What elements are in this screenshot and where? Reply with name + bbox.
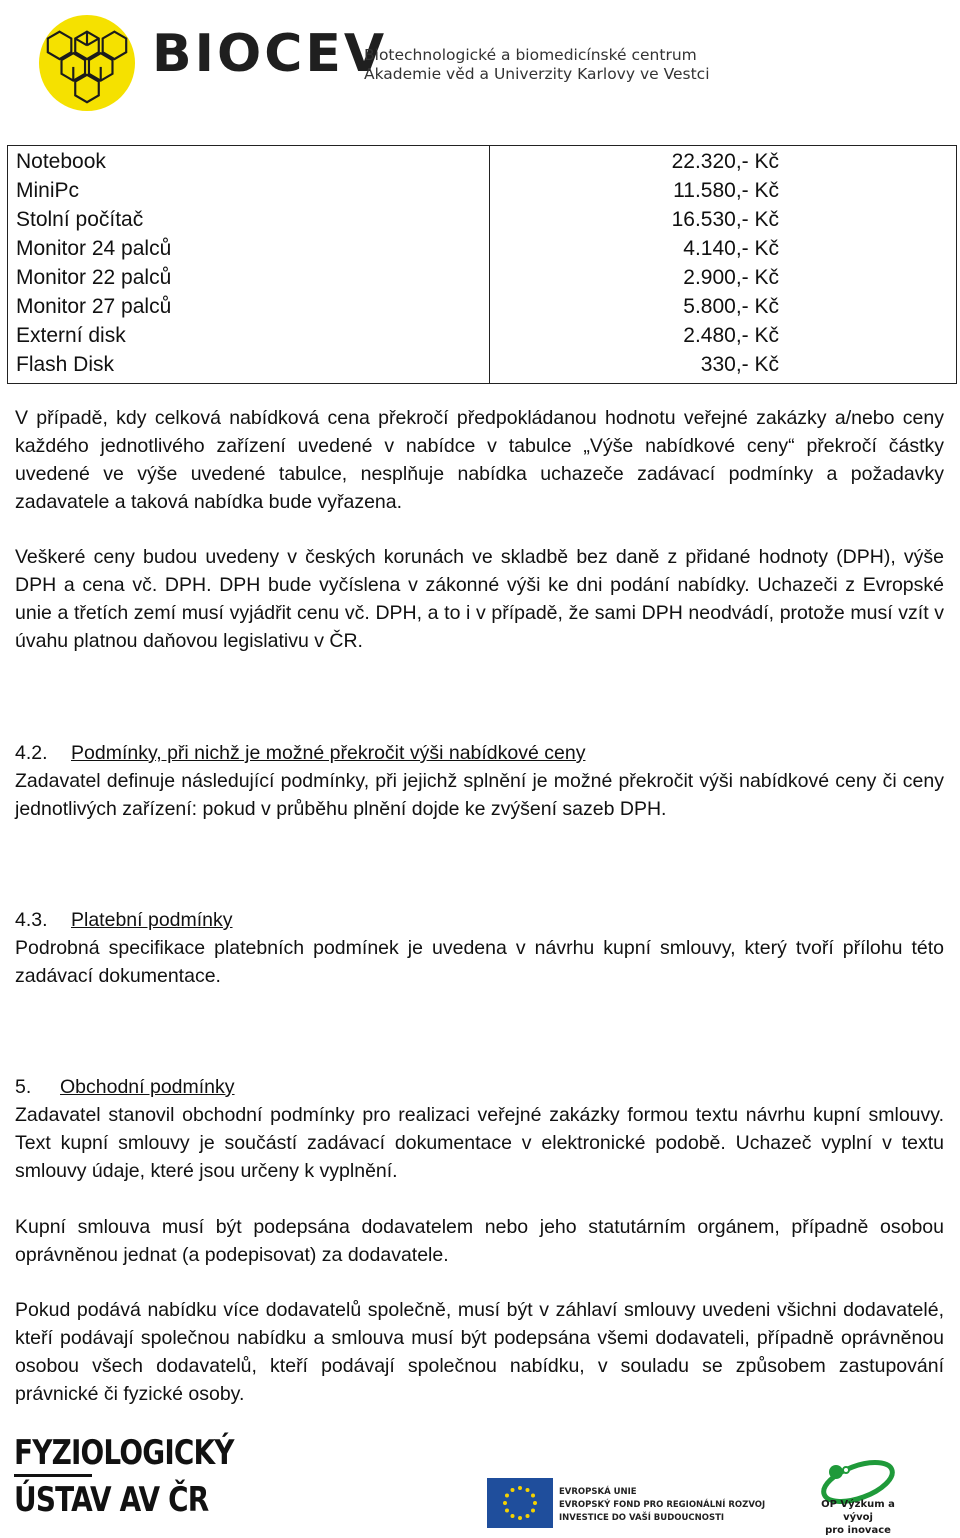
biocev-wordmark: BIOCEV <box>152 24 388 84</box>
eu-text <box>559 1486 765 1525</box>
table-row <box>8 292 957 321</box>
header-subtitle <box>364 46 710 84</box>
table-cell-item: MiniPc <box>8 176 490 205</box>
table-cell-item: Monitor 27 palců <box>8 292 490 321</box>
section-body-5-3 <box>15 1296 944 1408</box>
fyziologicky-ustav-logo <box>14 1433 282 1520</box>
paragraph-text: Pokud podává nabídku více dodavatelů společně, musí být v záhlaví smlouvy uvedeni všichni dodavatelé, kteří podávají společnou nabídku a smlouva musí být podepsána všemi dodavateli, případně oprávněnou osobou všech dodavatelů, kteří podávají společnou nabídku, v souladu se způsobem zastupování právnické či fyzické osoby. <box>15 1299 944 1405</box>
table-cell-item: Stolní počítač <box>8 205 490 234</box>
fyz-logo-bar <box>14 1474 92 1477</box>
table-row <box>8 176 957 205</box>
fyz-logo-line2: ÚSTAV AV ČR <box>14 1480 209 1520</box>
op-text-line2: pro inovace <box>825 1525 891 1536</box>
table-cell-item: Monitor 22 palců <box>8 263 490 292</box>
eu-flag-icon <box>487 1478 553 1528</box>
section-body-4-2 <box>15 767 944 823</box>
table-cell-price: 330,- Kč <box>700 353 779 376</box>
section-body-5-2 <box>15 1213 944 1269</box>
fyz-logo-line1: FYZIOLOGICKÝ <box>14 1433 234 1473</box>
table-cell-item: Notebook <box>8 146 490 177</box>
section-body-4-3 <box>15 934 944 990</box>
eu-text-line3: INVESTICE DO VAŠÍ BUDOUCNOSTI <box>559 1513 725 1523</box>
section-title: Podmínky, při nichž je možné překročit výši nabídkové ceny <box>71 742 586 764</box>
page-footer <box>0 1430 960 1538</box>
eu-text-line2: EVROPSKÝ FOND PRO REGIONÁLNÍ ROZVOJ <box>559 1500 766 1510</box>
table-row <box>8 263 957 292</box>
table-cell-price: 2.900,- Kč <box>683 266 779 289</box>
table-row <box>8 146 957 177</box>
section-title: Platební podmínky <box>71 909 233 931</box>
section-heading-4-2 <box>15 739 585 767</box>
table-cell-price: 22.320,- Kč <box>671 150 779 173</box>
eu-text-line1: EVROPSKÁ UNIE <box>559 1487 637 1497</box>
paragraph-prices-vat <box>15 543 944 655</box>
table-cell-price: 16.530,- Kč <box>671 208 779 231</box>
paragraph-text: Podrobná specifikace platebních podmínek je uvedena v návrhu kupní smlouvy, který tvoří přílohu této zadávací dokumentace. <box>15 937 944 987</box>
op-text-line1: OP Výzkum a vývoj <box>821 1499 895 1523</box>
section-heading-5 <box>15 1073 235 1101</box>
section-number: 4.2. <box>15 742 48 764</box>
table-row <box>8 350 957 384</box>
biocev-logo-icon <box>38 14 136 112</box>
paragraph-offer-exceed <box>15 404 944 516</box>
table-cell-item: Monitor 24 palců <box>8 234 490 263</box>
price-table <box>7 145 957 384</box>
table-cell-item: Flash Disk <box>8 350 490 384</box>
op-vyzkum-text <box>808 1498 908 1537</box>
paragraph-text: Kupní smlouva musí být podepsána dodavatelem nebo jeho statutárním orgánem, případně osobou oprávněnou jednat (a podepisovat) za dodavatele. <box>15 1216 944 1266</box>
table-cell-item: Externí disk <box>8 321 490 350</box>
section-title: Obchodní podmínky <box>60 1076 235 1098</box>
paragraph-text: V případě, kdy celková nabídková cena překročí předpokládanou hodnotu veřejné zakázky a/nebo ceny každého jednotlivého zařízení uvedené v nabídce v tabulce „Výše nabídkové ceny“ překročí částky uvedené ve výše uvedené tabulce, nesplňuje nabídka uchazeče zadávací podmínky a požadavky zadavatele a taková nabídka bude vyřazena. <box>15 407 944 513</box>
section-heading-4-3 <box>15 906 233 934</box>
paragraph-text: Zadavatel definuje následující podmínky, při jejichž splnění je možné překročit výši nabídkové ceny či ceny jednotlivých zařízení: pokud v průběhu plnění dojde ke zvýšení sazeb DPH. <box>15 770 944 820</box>
table-cell-price: 5.800,- Kč <box>683 295 779 318</box>
page-header <box>0 0 960 120</box>
table-row <box>8 205 957 234</box>
table-row <box>8 321 957 350</box>
section-number: 4.3. <box>15 909 48 931</box>
header-subtitle-line1: Biotechnologické a biomedicínské centrum <box>364 46 697 64</box>
table-row <box>8 234 957 263</box>
table-cell-price: 2.480,- Kč <box>683 324 779 347</box>
paragraph-text: Zadavatel stanovil obchodní podmínky pro realizaci veřejné zakázky formou textu návrhu kupní smlouvy. Text kupní smlouvy je součástí zadávací dokumentace v elektronické podobě. Uchazeč vyplní v textu smlouvy údaje, které jsou určeny k vyplnění. <box>15 1104 944 1182</box>
section-body-5-1 <box>15 1101 944 1185</box>
table-cell-price: 11.580,- Kč <box>673 179 779 202</box>
header-subtitle-line2: Akademie věd a Univerzity Karlovy ve Vestci <box>364 65 710 83</box>
table-cell-price: 4.140,- Kč <box>683 237 779 260</box>
paragraph-text: Veškeré ceny budou uvedeny v českých korunách ve skladbě bez daně z přidané hodnoty (DPH), výše DPH a cena vč. DPH. DPH bude vyčíslena v zákonné výši ke dni podání nabídky. Uchazeči z Evropské unie a třetích zemí musí vyjádřit cenu vč. DPH, a to i v případě, že sami DPH neodvádí, protože musí vzít v úvahu platnou daňovou legislativu v ČR. <box>15 546 944 652</box>
section-number: 5. <box>15 1076 32 1098</box>
